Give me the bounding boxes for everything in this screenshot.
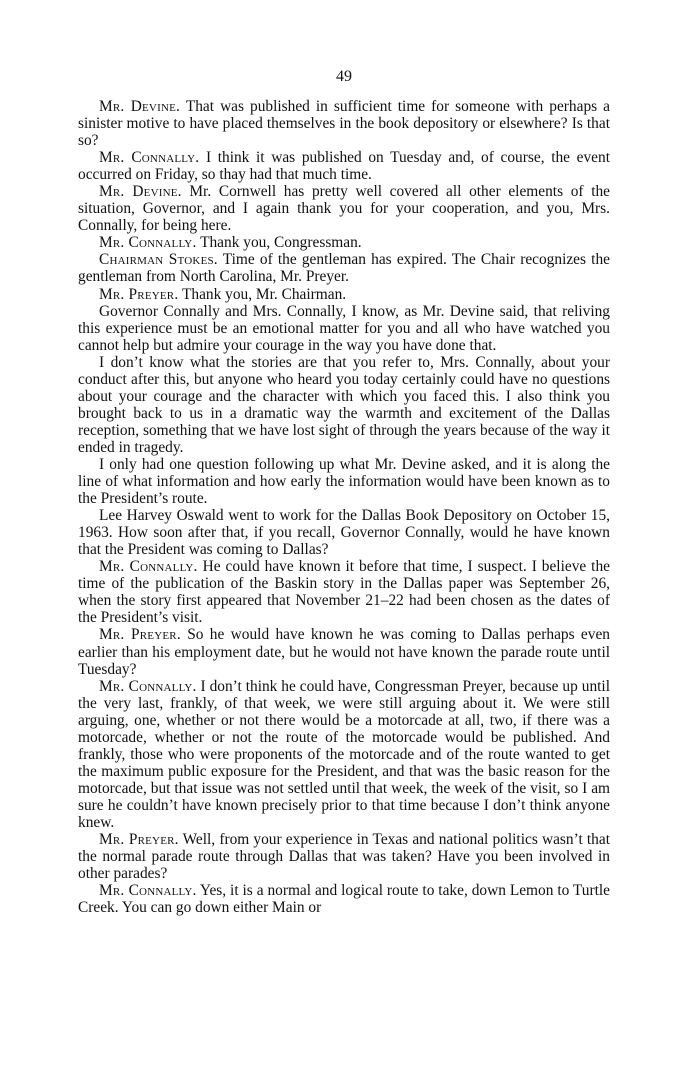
paragraph-7 xyxy=(78,303,610,354)
paragraph-10 xyxy=(78,507,610,558)
paragraph-11 xyxy=(78,558,610,626)
paragraph-text: I don’t know what the stories are that you refer to, Mrs. Connally, about your conduct after this, but anyone who heard you today certainly could have no questions about your courage and the character with which you faced this. I also think you brought back to us in a dramatic way the warmth and excitement of the Dallas reception, something that we have lost sight of through the years because of the way it ended in tragedy. xyxy=(78,353,610,456)
paragraph-text: I think it was published on Tuesday and, of course, the event occurred on Friday, so thay had that much time. xyxy=(78,149,610,184)
paragraph-text: Time of the gentleman has expired. The Chair recognizes the gentleman from North Carolina, Mr. Preyer. xyxy=(78,251,610,286)
speaker-name: Mr. Devine. xyxy=(99,98,181,115)
speaker-name: Mr. Connally. xyxy=(99,234,197,252)
speaker-name: Mr. Devine. xyxy=(99,183,182,201)
paragraph-text: So he would have known he was coming to Dallas perhaps even earlier than his employment date, but he would not have known the parade route until Tuesday? xyxy=(78,626,610,678)
paragraph-text: He could have known it before that time, I suspect. I believe the time of the publication of the Baskin story in the Dallas paper was September 26, when the story first appeared that November 21–22 had been chosen as the dates of the President’s visit. xyxy=(78,558,610,627)
paragraph-13 xyxy=(78,678,610,831)
page-number: 49 xyxy=(336,68,352,85)
paragraph-text: That was published in sufficient time for someone with perhaps a sinister motive to have placed themselves in the book depository or elsewhere? Is that so? xyxy=(78,98,611,150)
paragraph-12 xyxy=(78,626,610,677)
speaker-name: Mr. Connally. xyxy=(99,677,197,695)
paragraph-14 xyxy=(78,831,610,882)
paragraph-text: Governor Connally and Mrs. Connally, I know, as Mr. Devine said, that reliving this experience must be an emotional matter for you and all who have watched you cannot help but admire your courage in the way you have done that. xyxy=(78,302,610,354)
paragraph-text: Well, from your experience in Texas and national politics wasn’t that the normal parade route through Dallas that was taken? Have you been involved in other parades? xyxy=(78,831,610,883)
paragraph-text: Lee Harvey Oswald went to work for the Dallas Book Depository on October 15, 1963. How soon after that, if you recall, Governor Connally, would he have known that the President was coming to Dallas? xyxy=(78,507,610,559)
paragraph-text: Yes, it is a normal and logical route to take, down Lemon to Turtle Creek. You can go down either Main or xyxy=(78,882,610,917)
paragraph-3 xyxy=(78,183,610,234)
paragraph-5 xyxy=(78,251,610,285)
paragraph-8 xyxy=(78,354,610,456)
speaker-name: Mr. Connally. xyxy=(99,558,198,576)
speaker-name: Mr. Preyer. xyxy=(99,831,179,849)
speaker-name: Mr. Connally. xyxy=(99,149,200,167)
paragraph-9 xyxy=(78,456,610,507)
paragraph-6 xyxy=(78,286,610,303)
speaker-name: Mr. Connally. xyxy=(99,882,197,900)
paragraph-15 xyxy=(78,882,610,916)
document-page xyxy=(78,66,610,916)
paragraph-4 xyxy=(78,234,610,251)
speaker-name: Mr. Preyer. xyxy=(99,626,181,644)
paragraph-text: I only had one question following up what Mr. Devine asked, and it is along the line of what information and how early the information would have been known as to the President’s route. xyxy=(78,455,610,508)
speaker-name: Mr. Preyer. xyxy=(99,285,179,303)
paragraph-2 xyxy=(78,149,610,183)
speaker-name: Chairman Stokes. xyxy=(99,251,218,269)
paragraph-text: Thank you, Mr. Chairman. xyxy=(181,285,347,303)
paragraph-text: Thank you, Congressman. xyxy=(200,234,362,252)
paragraph-1 xyxy=(78,98,610,149)
paragraph-text: I don’t think he could have, Congressman Preyer, because up until the very last, frankly, of that week, we were still arguing about it. We were still arguing, one, whether or not there would be a motorcade at all, two, if there was a motorcade, whether or not the route of the motorcade would be published. And frankly, those who were proponents of the motorcade and of the route wanted to get the maximum public exposure for the President, and that was the basic reason for the motorcade, but that issue was not settled until that week, the week of the visit, so I am sure he couldn’t have known precisely prior to that time because I don’t think anyone knew. xyxy=(78,677,610,831)
paragraph-text: Mr. Cornwell has pretty well covered all other elements of the situation, Governor, and I again thank you for your cooperation, and you, Mrs. Connally, for being here. xyxy=(78,183,610,235)
